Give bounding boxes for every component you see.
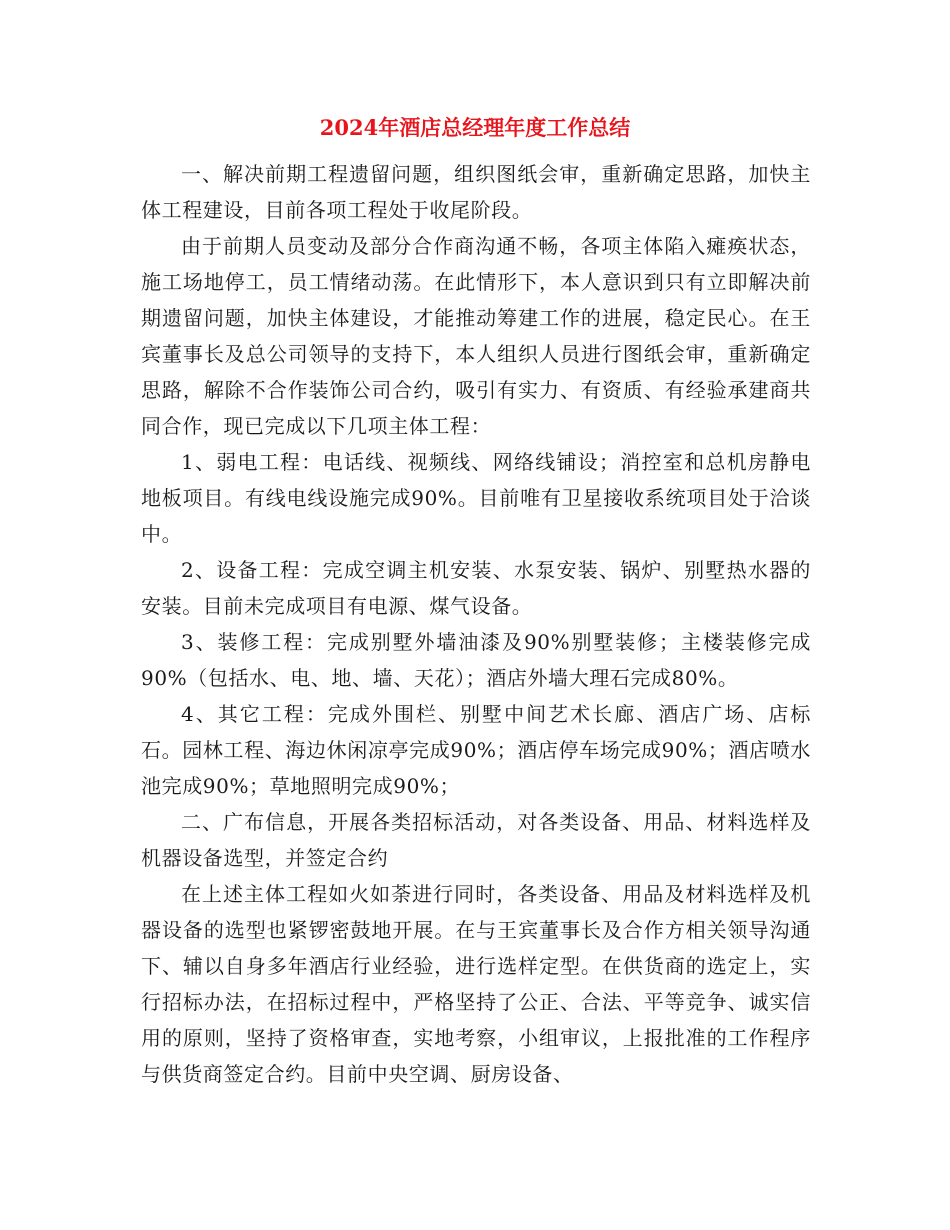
paragraph-3: 1、弱电工程：电话线、视频线、网络线铺设；消控室和总机房静电地板项目。有线电线设施完成90%。目前唯有卫星接收系统项目处于洽谈中。: [141, 450, 811, 546]
paragraph-7: 二、广布信息，开展各类招标活动，对各类设备、用品、材料选样及机器设备选型，并签定合约: [141, 810, 811, 870]
document-body: [141, 156, 811, 1092]
paragraph-8: 在上述主体工程如火如荼进行同时，各类设备、用品及材料选样及机器设备的选型也紧锣密鼓地开展。在与王宾董事长及合作方相关领导沟通下、辅以自身多年酒店行业经验，进行选样定型。在供货商的选定上，实行招标办法，在招标过程中，严格坚持了公正、合法、平等竞争、诚实信用的原则，坚持了资格审查，实地考察，小组审议，上报批准的工作程序与供货商签定合约。目前中央空调、厨房设备、: [141, 882, 811, 1086]
paragraph-6: 4、其它工程：完成外围栏、别墅中间艺术长廊、酒店广场、店标石。园林工程、海边休闲凉亭完成90%；酒店停车场完成90%；酒店喷水池完成90%；草地照明完成90%；: [141, 702, 811, 798]
paragraph-1: 一、解决前期工程遗留问题，组织图纸会审，重新确定思路，加快主体工程建设，目前各项工程处于收尾阶段。: [141, 162, 811, 222]
paragraph-2: 由于前期人员变动及部分合作商沟通不畅，各项主体陷入瘫痪状态，施工场地停工，员工情绪动荡。在此情形下，本人意识到只有立即解决前期遗留问题，加快主体建设，才能推动筹建工作的进展，稳定民心。在王宾董事长及总公司领导的支持下，本人组织人员进行图纸会审，重新确定思路，解除不合作装饰公司合约，吸引有实力、有资质、有经验承建商共同合作，现已完成以下几项主体工程：: [141, 234, 811, 438]
document-title: 2024年酒店总经理年度工作总结: [319, 115, 631, 140]
paragraph-4: 2、设备工程：完成空调主机安装、水泵安装、锅炉、别墅热水器的安装。目前未完成项目有电源、煤气设备。: [141, 558, 811, 618]
paragraph-5: 3、装修工程：完成别墅外墙油漆及90%别墅装修；主楼装修完成90%（包括水、电、地、墙、天花）；酒店外墙大理石完成80%。: [141, 630, 811, 690]
